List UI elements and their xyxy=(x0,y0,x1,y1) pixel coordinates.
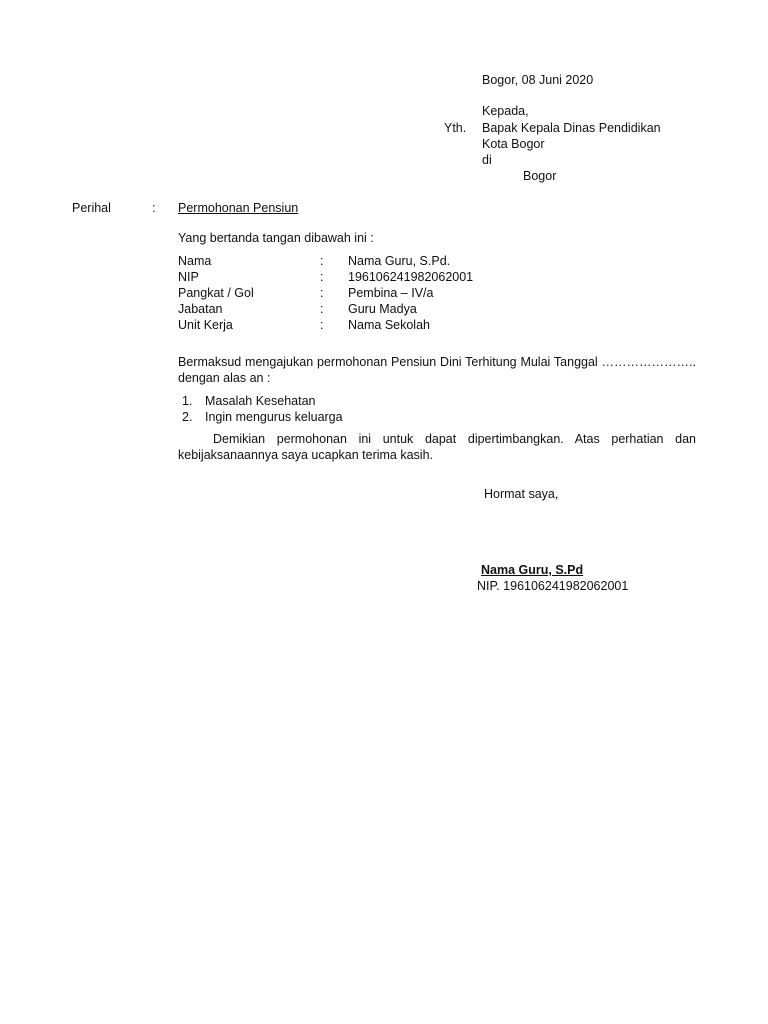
field-value-jabatan: Guru Madya xyxy=(348,302,417,316)
subject-label: Perihal xyxy=(72,201,111,215)
list-item: Masalah Kesehatan xyxy=(205,394,316,408)
yth-label: Yth. xyxy=(444,121,467,135)
letter-date: Bogor, 08 Juni 2020 xyxy=(482,73,594,87)
field-colon: : xyxy=(320,286,324,300)
field-colon: : xyxy=(320,318,324,332)
recipient-line-1: Bapak Kepala Dinas Pendidikan xyxy=(482,121,661,135)
recipient-line-2: Kota Bogor xyxy=(482,137,545,151)
body-paragraph: Bermaksud mengajukan permohonan Pensiun Dini Terhitung Mulai Tanggal ………………….. dengan alas an : xyxy=(178,355,696,385)
field-colon: : xyxy=(320,254,324,268)
closing-paragraph: Demikian permohonan ini untuk dapat dipertimbangkan. Atas perhatian dan kebijaksanaannya saya ucapkan terima kasih. xyxy=(178,432,696,462)
list-item-number: 2. xyxy=(182,410,193,424)
field-value-nip: 196106241982062001 xyxy=(348,270,474,284)
field-label-nama: Nama xyxy=(178,254,212,268)
field-label-nip: NIP xyxy=(178,270,199,284)
intro-text: Yang bertanda tangan dibawah ini : xyxy=(178,231,374,245)
field-label-pangkat: Pangkat / Gol xyxy=(178,286,254,300)
signature-greeting: Hormat saya, xyxy=(484,487,559,501)
recipient-city: Bogor xyxy=(523,169,557,183)
subject-colon: : xyxy=(152,201,156,215)
list-item-number: 1. xyxy=(182,394,193,408)
field-value-unit-kerja: Nama Sekolah xyxy=(348,318,430,332)
signature-name: Nama Guru, S.Pd xyxy=(481,563,584,577)
subject-value: Permohonan Pensiun xyxy=(178,201,299,215)
field-value-nama: Nama Guru, S.Pd. xyxy=(348,254,451,268)
field-value-pangkat: Pembina – IV/a xyxy=(348,286,434,300)
field-colon: : xyxy=(320,302,324,316)
list-item: Ingin mengurus keluarga xyxy=(205,410,343,424)
field-label-unit-kerja: Unit Kerja xyxy=(178,318,233,332)
signature-nip: NIP. 196106241982062001 xyxy=(477,579,629,593)
recipient-di: di xyxy=(482,153,492,167)
field-colon: : xyxy=(320,270,324,284)
recipient-greeting: Kepada, xyxy=(482,104,529,118)
field-label-jabatan: Jabatan xyxy=(178,302,223,316)
